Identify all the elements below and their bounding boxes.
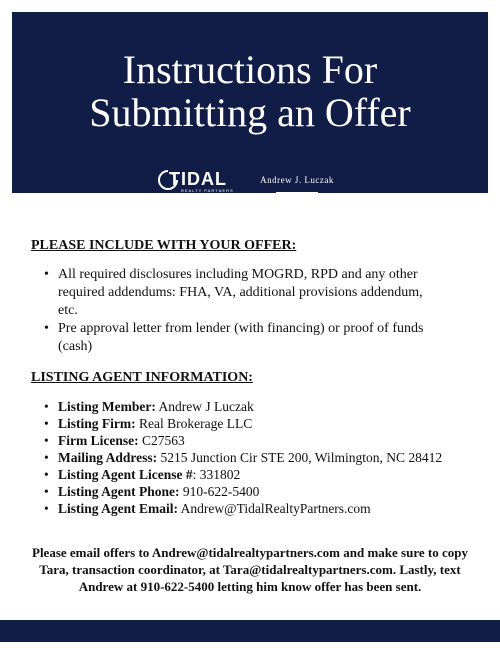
tidal-logo-word: TIDAL <box>169 169 227 189</box>
item-label: Listing Member: <box>58 399 156 414</box>
header-banner <box>12 12 488 193</box>
agent-info-list <box>44 398 484 517</box>
list-item <box>44 466 484 483</box>
item-value: Andrew J Luczak <box>155 399 254 414</box>
luczak-logo-name: Andrew J. Luczak <box>260 175 334 185</box>
list-item: • All required disclosures including MOGRD, RPD and any other required addendums: FHA, VA, additional provisions addendum, etc. <box>44 266 444 320</box>
agent-heading: LISTING AGENT INFORMATION: <box>31 370 253 385</box>
item-label: Listing Firm: <box>58 416 136 431</box>
bottom-bar <box>0 620 500 642</box>
footer-instructions: Please email offers to Andrew@tidalrealtypartners.com and make sure to copy Tara, transaction coordinator, at Tara@tidalrealtypartners.com. Lastly, text Andrew at 910-622-5400 letting him know offer has been sent. <box>32 545 468 594</box>
title-line-1: Instructions For <box>122 47 378 92</box>
item-label: Firm License: <box>58 433 139 448</box>
item-value: 5215 Junction Cir STE 200, Wilmington, NC 28412 <box>157 450 443 465</box>
list-item <box>44 449 484 466</box>
tidal-logo-sub: REALTY PARTNERS <box>181 188 234 193</box>
list-item: • Pre approval letter from lender (with financing) or proof of funds (cash) <box>44 320 444 356</box>
item-value: Real Brokerage LLC <box>135 416 253 431</box>
item-label: Listing Agent Email: <box>58 501 179 516</box>
item-value: C27563 <box>138 433 185 448</box>
list-item <box>44 500 484 517</box>
item-value: Andrew@TidalRealtyPartners.com <box>178 501 371 516</box>
item-label: Listing Agent License # <box>58 467 193 482</box>
list-item <box>44 483 484 500</box>
item-value: 910-622-5400 <box>179 484 260 499</box>
list-item <box>44 432 484 449</box>
item-label: Mailing Address: <box>58 450 158 465</box>
luczak-logo-sub: REAL ESTATE <box>275 194 319 199</box>
luczak-real-estate-logo <box>252 175 342 197</box>
title-line-2: Submitting an Offer <box>89 90 411 135</box>
tidal-realty-logo <box>157 169 234 193</box>
include-list <box>44 266 444 356</box>
list-item <box>44 415 484 432</box>
page-title <box>12 48 488 134</box>
include-heading: PLEASE INCLUDE WITH YOUR OFFER: <box>31 238 297 253</box>
list-item <box>44 398 484 415</box>
item-value: : 331802 <box>192 467 241 482</box>
item-label: Listing Agent Phone: <box>58 484 180 499</box>
